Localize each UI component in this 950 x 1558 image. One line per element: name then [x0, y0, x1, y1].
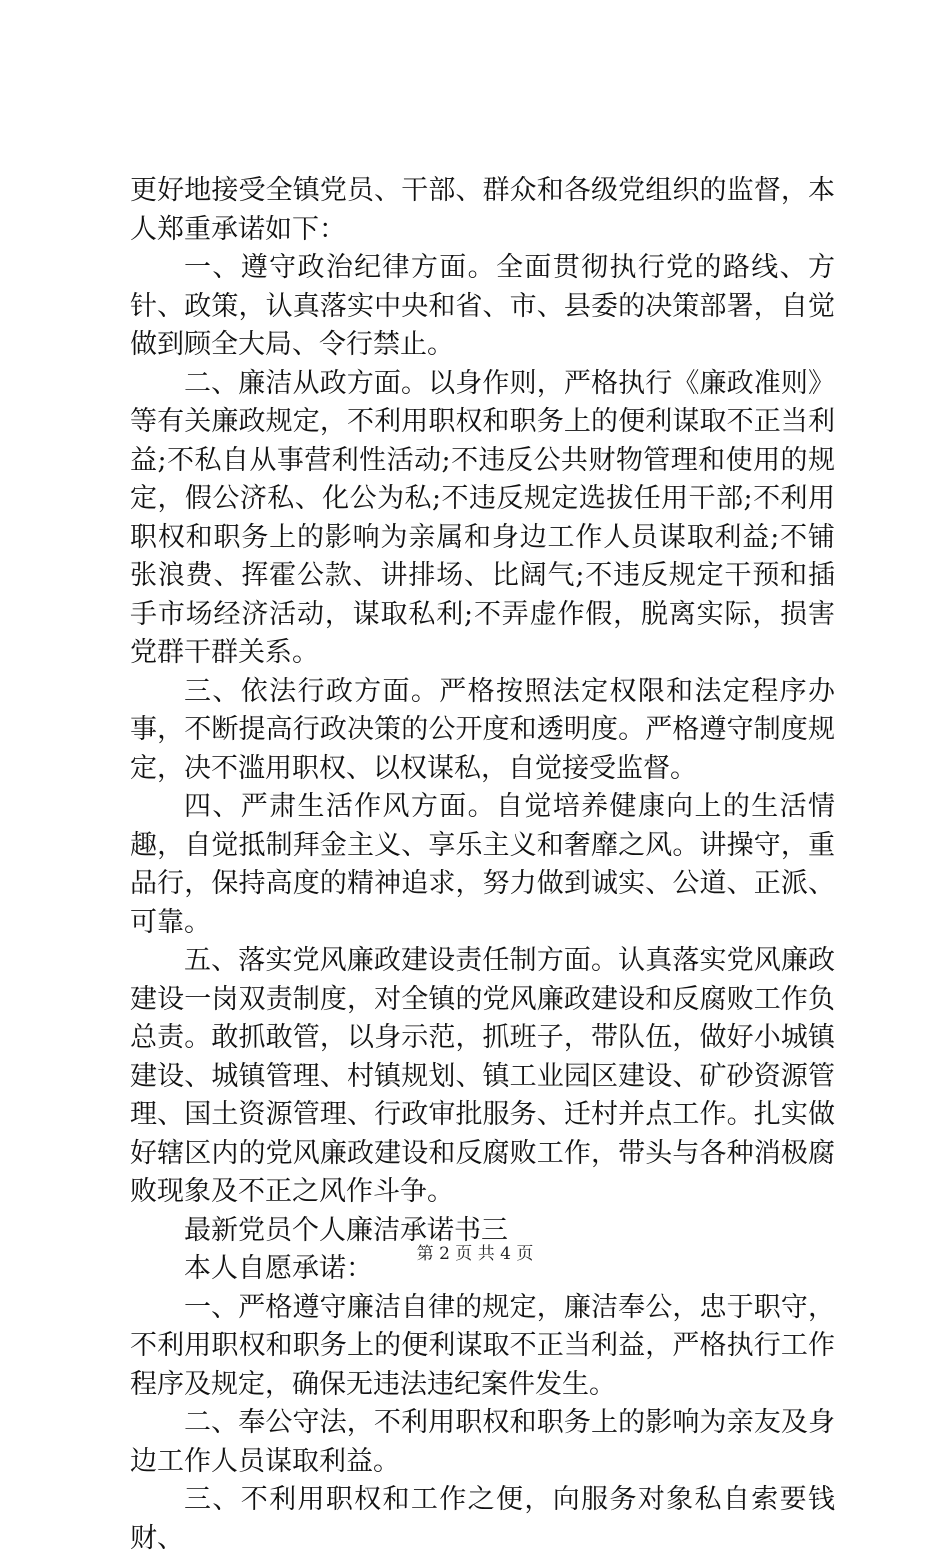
page-footer [0, 1244, 950, 1264]
paragraph-pledge-one: 一、严格遵守廉洁自律的规定，廉洁奉公，忠于职守，不利用职权和职务上的便利谋取不正当利益，严格执行工作程序及规定，确保无违法违纪案件发生。 [130, 1291, 835, 1400]
paragraph-pledge-three: 三、不利用职权和工作之便，向服务对象私自索要钱财、 [130, 1484, 835, 1554]
paragraph-intro: 更好地接受全镇党员、干部、群众和各级党组织的监督，本人郑重承诺如下： [130, 175, 835, 245]
paragraph-pledge-two: 二、奉公守法，不利用职权和职务上的影响为亲友及身边工作人员谋取利益。 [130, 1407, 835, 1477]
paragraph-clean-governance: 二、廉洁从政方面。以身作则，严格执行《廉政准则》等有关廉政规定，不利用职权和职务上的便利谋取不正当利益;不私自从事营利性活动;不违反公共财物管理和使用的规定，假公济私、化公为私;不违反规定选拔任用干部;不利用职权和职务上的影响为亲属和身边工作人员谋取利益;不铺张浪费、挥霍公款、讲排场、比阔气;不违反规定干预和插手市场经济活动，谋取私利;不弄虚作假，脱离实际，损害党群干群关系。 [130, 367, 835, 668]
page-number-label: 第 2 页 共 4 页 [416, 1244, 534, 1264]
section-heading: 最新党员个人廉洁承诺书三 [184, 1214, 508, 1246]
paragraph-voluntary-pledge: 本人自愿承诺： [184, 1253, 373, 1284]
paragraph-lawful-administration: 三、依法行政方面。严格按照法定权限和法定程序办事，不断提高行政决策的公开度和透明度。严格遵守制度规定，决不滥用职权、以权谋私，自觉接受监督。 [130, 675, 835, 784]
document-body [130, 172, 835, 1558]
paragraph-life-style: 四、严肃生活作风方面。自觉培养健康向上的生活情趣，自觉抵制拜金主义、享乐主义和奢靡之风。讲操守，重品行，保持高度的精神追求，努力做到诚实、公道、正派、可靠。 [130, 791, 835, 938]
paragraph-responsibility-system: 五、落实党风廉政建设责任制方面。认真落实党风廉政建设一岗双责制度，对全镇的党风廉政建设和反腐败工作负总责。敢抓敢管，以身示范，抓班子，带队伍，做好小城镇建设、城镇管理、村镇规划、镇工业园区建设、矿砂资源管理、国土资源管理、行政审批服务、迁村并点工作。扎实做好辖区内的党风廉政建设和反腐败工作，带头与各种消极腐败现象及不正之风作斗争。 [130, 945, 835, 1207]
paragraph-political-discipline: 一、遵守政治纪律方面。全面贯彻执行党的路线、方针、政策，认真落实中央和省、市、县委的决策部署，自觉做到顾全大局、令行禁止。 [130, 252, 835, 360]
